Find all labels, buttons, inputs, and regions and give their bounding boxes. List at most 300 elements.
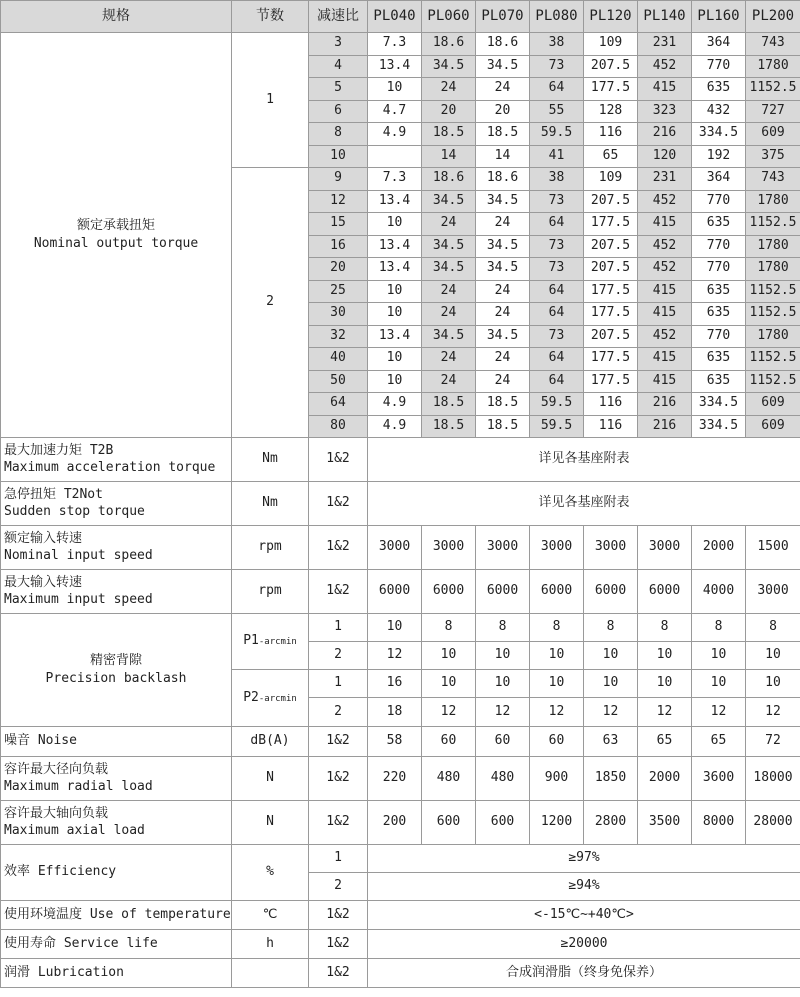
- value-cell: 10: [584, 670, 638, 698]
- value-cell: 480: [476, 757, 530, 801]
- value-cell: 8: [692, 614, 746, 642]
- torque-value: 743: [746, 168, 800, 191]
- torque-value: 10: [368, 370, 422, 393]
- backlash-p2-unit: -arcmin: [258, 693, 297, 704]
- stage-cell: 1: [309, 614, 368, 642]
- stage-cell: 1: [232, 33, 309, 168]
- torque-value: 64: [530, 213, 584, 236]
- torque-value: 13.4: [368, 325, 422, 348]
- torque-value: 415: [638, 348, 692, 371]
- torque-value: 13.4: [368, 55, 422, 78]
- torque-value: 64: [530, 78, 584, 101]
- stage-cell: 1&2: [309, 757, 368, 801]
- torque-value: 10: [368, 280, 422, 303]
- torque-value: 770: [692, 190, 746, 213]
- header-row: [1, 1, 800, 33]
- header-spec: 规格: [1, 1, 232, 33]
- value-cell: 900: [530, 757, 584, 801]
- value-cell: 1200: [530, 801, 584, 845]
- torque-value: 64: [530, 303, 584, 326]
- torque-value: 415: [638, 370, 692, 393]
- header-model: PL160: [692, 1, 746, 33]
- backlash-p1-unit: -arcmin: [258, 637, 297, 648]
- ratio-cell: 6: [309, 100, 368, 123]
- torque-value: 770: [692, 325, 746, 348]
- span-value: 详见各基座附表: [368, 438, 800, 482]
- value-cell: 10: [746, 642, 800, 670]
- label-en: Nominal output torque: [33, 236, 199, 251]
- row-axial-load: [1, 801, 800, 845]
- value-cell: 8: [584, 614, 638, 642]
- label-cn: 精密背隙: [89, 653, 142, 669]
- torque-value: 18.5: [476, 393, 530, 416]
- value-cell: 10: [530, 670, 584, 698]
- value-cell: 10: [422, 670, 476, 698]
- torque-value: 18.5: [422, 123, 476, 146]
- torque-value: 14: [422, 145, 476, 168]
- torque-value: 323: [638, 100, 692, 123]
- torque-value: 116: [584, 123, 638, 146]
- torque-value: 34.5: [422, 190, 476, 213]
- torque-value: 1152.5: [746, 303, 800, 326]
- label-en: Nominal input speed: [4, 547, 153, 563]
- torque-value: 364: [692, 168, 746, 191]
- torque-value: 34.5: [476, 325, 530, 348]
- torque-value: 20: [422, 100, 476, 123]
- torque-value: 18.6: [422, 33, 476, 56]
- torque-value: 1780: [746, 55, 800, 78]
- value-cell: 6000: [530, 570, 584, 614]
- stage-cell: 2: [309, 642, 368, 670]
- value-cell: 3000: [638, 526, 692, 570]
- label-cn: 额定承载扭矩: [76, 218, 155, 234]
- torque-value: 1152.5: [746, 280, 800, 303]
- unit-cell: dB(A): [232, 727, 309, 757]
- header-model: PL200: [746, 1, 800, 33]
- torque-value: 34.5: [476, 258, 530, 281]
- stage-cell: 1: [309, 845, 368, 873]
- value-cell: 200: [368, 801, 422, 845]
- ratio-cell: 32: [309, 325, 368, 348]
- header-model: PL040: [368, 1, 422, 33]
- torque-value: 24: [476, 213, 530, 236]
- torque-value: 10: [368, 303, 422, 326]
- stage-cell: 2: [309, 698, 368, 727]
- torque-value: 415: [638, 213, 692, 236]
- torque-value: 743: [746, 33, 800, 56]
- param-label: [1, 801, 232, 845]
- row-noise: [1, 727, 800, 757]
- torque-value: 334.5: [692, 415, 746, 438]
- ratio-cell: 4: [309, 55, 368, 78]
- value-cell: 3000: [530, 526, 584, 570]
- ratio-cell: 30: [309, 303, 368, 326]
- ratio-cell: 5: [309, 78, 368, 101]
- label-en: Maximum axial load: [4, 822, 145, 838]
- value-cell: 12: [638, 698, 692, 727]
- torque-value: 207.5: [584, 235, 638, 258]
- torque-row: [1, 33, 800, 56]
- value-cell: 72: [746, 727, 800, 757]
- label-en: Maximum input speed: [4, 591, 153, 607]
- torque-value: 231: [638, 168, 692, 191]
- torque-value: 7.3: [368, 33, 422, 56]
- value-cell: 600: [422, 801, 476, 845]
- label-cn: 额定输入转速: [4, 531, 83, 547]
- label-cn: 最大输入转速: [4, 575, 83, 591]
- unit-cell: %: [232, 845, 309, 901]
- stage-cell: 1&2: [309, 438, 368, 482]
- row-service-life: [1, 930, 800, 959]
- value-cell: 10: [638, 670, 692, 698]
- header-stages: 节数: [232, 1, 309, 33]
- torque-value: 770: [692, 55, 746, 78]
- param-label: 效率 Efficiency: [1, 845, 232, 901]
- torque-value: 177.5: [584, 303, 638, 326]
- label-cn: 容许最大轴向负载: [4, 806, 109, 822]
- torque-value: 10: [368, 348, 422, 371]
- value-cell: 10: [476, 670, 530, 698]
- torque-value: 770: [692, 258, 746, 281]
- torque-value: 24: [476, 370, 530, 393]
- stage-cell: 1&2: [309, 570, 368, 614]
- header-model: PL140: [638, 1, 692, 33]
- value-cell: 6000: [584, 570, 638, 614]
- torque-value: 64: [530, 280, 584, 303]
- value-cell: 8: [638, 614, 692, 642]
- ratio-cell: 3: [309, 33, 368, 56]
- torque-value: 73: [530, 258, 584, 281]
- unit-cell: N: [232, 801, 309, 845]
- torque-value: 20: [476, 100, 530, 123]
- torque-value: 120: [638, 145, 692, 168]
- row-temperature: [1, 901, 800, 930]
- torque-value: 1780: [746, 235, 800, 258]
- torque-value: 10: [368, 78, 422, 101]
- torque-value: 24: [476, 78, 530, 101]
- torque-value: 24: [422, 303, 476, 326]
- ratio-cell: 20: [309, 258, 368, 281]
- value-cell: 1850: [584, 757, 638, 801]
- value-cell: 10: [422, 642, 476, 670]
- label-en: Maximum radial load: [4, 778, 153, 794]
- torque-value: 109: [584, 168, 638, 191]
- stage-cell: 1&2: [309, 801, 368, 845]
- label-en: Sudden stop torque: [4, 503, 145, 519]
- value-cell: 10: [530, 642, 584, 670]
- torque-value: 1780: [746, 258, 800, 281]
- torque-value: 452: [638, 258, 692, 281]
- torque-value: 18.5: [476, 123, 530, 146]
- value-cell: 220: [368, 757, 422, 801]
- param-label: [1, 526, 232, 570]
- row-sudden-stop: [1, 482, 800, 526]
- torque-value: 415: [638, 303, 692, 326]
- torque-value: 216: [638, 123, 692, 146]
- value-cell: 3600: [692, 757, 746, 801]
- backlash-p2-name: P2: [243, 689, 259, 705]
- torque-value: 609: [746, 415, 800, 438]
- backlash-p1-name: P1: [243, 633, 259, 649]
- value-cell: 12: [368, 642, 422, 670]
- stage-cell: 1&2: [309, 901, 368, 930]
- value-cell: 3000: [584, 526, 638, 570]
- param-label: [1, 757, 232, 801]
- torque-value: 452: [638, 235, 692, 258]
- ratio-cell: 15: [309, 213, 368, 236]
- param-label: 使用寿命 Service life: [1, 930, 232, 959]
- value-cell: 12: [422, 698, 476, 727]
- value-cell: 60: [476, 727, 530, 757]
- torque-value: 4.7: [368, 100, 422, 123]
- param-label: [1, 482, 232, 526]
- value-cell: 16: [368, 670, 422, 698]
- row-backlash-p1-1: [1, 614, 800, 642]
- value-cell: 6000: [422, 570, 476, 614]
- torque-value: 177.5: [584, 370, 638, 393]
- unit-cell: rpm: [232, 570, 309, 614]
- torque-value: 73: [530, 190, 584, 213]
- unit-cell: ℃: [232, 901, 309, 930]
- value-cell: 10: [692, 642, 746, 670]
- torque-value: 24: [476, 348, 530, 371]
- torque-value: 635: [692, 303, 746, 326]
- torque-value: 24: [422, 280, 476, 303]
- torque-value: 375: [746, 145, 800, 168]
- torque-value: 609: [746, 393, 800, 416]
- torque-value: 609: [746, 123, 800, 146]
- torque-value: 18.6: [476, 33, 530, 56]
- unit-cell: [232, 959, 309, 988]
- torque-value: 216: [638, 415, 692, 438]
- value-cell: 6000: [638, 570, 692, 614]
- torque-value: 4.9: [368, 415, 422, 438]
- torque-value: 415: [638, 78, 692, 101]
- torque-value: 10: [368, 213, 422, 236]
- torque-value: 65: [584, 145, 638, 168]
- label-cn: 容许最大径向负载: [4, 762, 109, 778]
- stage-cell: 1&2: [309, 959, 368, 988]
- torque-value: 18.5: [422, 415, 476, 438]
- span-value: 合成润滑脂（终身免保养）: [368, 959, 800, 988]
- torque-value: 13.4: [368, 235, 422, 258]
- torque-value: 116: [584, 393, 638, 416]
- backlash-p1-label: [232, 614, 309, 670]
- span-value: <-15℃~+40℃>: [368, 901, 800, 930]
- value-cell: 480: [422, 757, 476, 801]
- torque-value: 1152.5: [746, 78, 800, 101]
- row-lubrication: [1, 959, 800, 988]
- ratio-cell: 40: [309, 348, 368, 371]
- torque-value: 73: [530, 235, 584, 258]
- torque-value: 109: [584, 33, 638, 56]
- value-cell: 12: [476, 698, 530, 727]
- value-cell: 12: [692, 698, 746, 727]
- torque-value: 231: [638, 33, 692, 56]
- torque-value: 727: [746, 100, 800, 123]
- stage-cell: 1&2: [309, 482, 368, 526]
- torque-value: 770: [692, 235, 746, 258]
- torque-value: 364: [692, 33, 746, 56]
- torque-value: 38: [530, 168, 584, 191]
- value-cell: 10: [692, 670, 746, 698]
- header-model: PL070: [476, 1, 530, 33]
- torque-value: 18.6: [422, 168, 476, 191]
- torque-value: 38: [530, 33, 584, 56]
- torque-value: 34.5: [422, 325, 476, 348]
- span-value: ≥94%: [368, 873, 800, 901]
- value-cell: 1500: [746, 526, 800, 570]
- torque-value: 41: [530, 145, 584, 168]
- torque-value: 59.5: [530, 415, 584, 438]
- span-value: ≥97%: [368, 845, 800, 873]
- torque-value: 4.9: [368, 123, 422, 146]
- ratio-cell: 16: [309, 235, 368, 258]
- torque-value: 432: [692, 100, 746, 123]
- torque-value: 13.4: [368, 190, 422, 213]
- torque-value: 452: [638, 325, 692, 348]
- torque-value: 24: [422, 370, 476, 393]
- torque-value: 7.3: [368, 168, 422, 191]
- torque-value: 635: [692, 213, 746, 236]
- label-cn: 急停扭矩 T2Not: [4, 487, 103, 503]
- torque-value: 177.5: [584, 78, 638, 101]
- header-model: PL080: [530, 1, 584, 33]
- torque-value: 207.5: [584, 258, 638, 281]
- value-cell: 8: [530, 614, 584, 642]
- row-radial-load: [1, 757, 800, 801]
- stage-cell: 1&2: [309, 526, 368, 570]
- label-en: Precision backlash: [45, 671, 187, 686]
- torque-value: 177.5: [584, 213, 638, 236]
- unit-cell: rpm: [232, 526, 309, 570]
- torque-value: 1152.5: [746, 213, 800, 236]
- value-cell: 65: [692, 727, 746, 757]
- torque-value: 1780: [746, 190, 800, 213]
- torque-value: 635: [692, 348, 746, 371]
- torque-value: 1152.5: [746, 370, 800, 393]
- torque-value: 18.6: [476, 168, 530, 191]
- torque-value: 73: [530, 55, 584, 78]
- param-label: 使用环境温度 Use of temperature: [1, 901, 232, 930]
- torque-value: 34.5: [476, 190, 530, 213]
- value-cell: 3500: [638, 801, 692, 845]
- ratio-cell: 80: [309, 415, 368, 438]
- torque-value: 1780: [746, 325, 800, 348]
- value-cell: 10: [368, 614, 422, 642]
- header-model: PL060: [422, 1, 476, 33]
- torque-value: 55: [530, 100, 584, 123]
- torque-value: 64: [530, 348, 584, 371]
- torque-value: 192: [692, 145, 746, 168]
- header-model: PL120: [584, 1, 638, 33]
- ratio-cell: 12: [309, 190, 368, 213]
- value-cell: 6000: [368, 570, 422, 614]
- torque-value: 64: [530, 370, 584, 393]
- torque-value: 334.5: [692, 123, 746, 146]
- torque-value: 24: [422, 348, 476, 371]
- torque-value: 177.5: [584, 280, 638, 303]
- stage-cell: 1&2: [309, 727, 368, 757]
- torque-value: 635: [692, 370, 746, 393]
- stage-cell: 2: [232, 168, 309, 438]
- value-cell: 10: [476, 642, 530, 670]
- value-cell: 3000: [368, 526, 422, 570]
- value-cell: 3000: [746, 570, 800, 614]
- torque-value: 415: [638, 280, 692, 303]
- torque-value: 18.5: [422, 393, 476, 416]
- value-cell: 8: [422, 614, 476, 642]
- torque-value: 24: [476, 280, 530, 303]
- value-cell: 4000: [692, 570, 746, 614]
- torque-value: 24: [422, 78, 476, 101]
- backlash-p2-label: [232, 670, 309, 727]
- ratio-cell: 64: [309, 393, 368, 416]
- header-ratio: 减速比: [309, 1, 368, 33]
- torque-value: 34.5: [422, 55, 476, 78]
- torque-value: 24: [476, 303, 530, 326]
- value-cell: 58: [368, 727, 422, 757]
- row-max-accel: [1, 438, 800, 482]
- torque-value: 452: [638, 55, 692, 78]
- torque-value: 34.5: [476, 235, 530, 258]
- torque-value: 207.5: [584, 325, 638, 348]
- torque-value: 177.5: [584, 348, 638, 371]
- value-cell: 60: [422, 727, 476, 757]
- stage-cell: 2: [309, 873, 368, 901]
- unit-cell: N: [232, 757, 309, 801]
- param-label: 润滑 Lubrication: [1, 959, 232, 988]
- param-label: [1, 614, 232, 727]
- unit-cell: Nm: [232, 438, 309, 482]
- row-max-speed: [1, 570, 800, 614]
- torque-value: 635: [692, 280, 746, 303]
- label-en: Maximum acceleration torque: [4, 459, 216, 475]
- row-efficiency-1: [1, 845, 800, 873]
- torque-value: 334.5: [692, 393, 746, 416]
- ratio-cell: 25: [309, 280, 368, 303]
- value-cell: 10: [584, 642, 638, 670]
- torque-value: 452: [638, 190, 692, 213]
- torque-value: 4.9: [368, 393, 422, 416]
- torque-value: 34.5: [422, 258, 476, 281]
- torque-value: 59.5: [530, 123, 584, 146]
- value-cell: 65: [638, 727, 692, 757]
- torque-value: 116: [584, 415, 638, 438]
- ratio-cell: 10: [309, 145, 368, 168]
- param-label: [1, 570, 232, 614]
- torque-value: 18.5: [476, 415, 530, 438]
- value-cell: 60: [530, 727, 584, 757]
- value-cell: 8: [476, 614, 530, 642]
- torque-value: 128: [584, 100, 638, 123]
- stage-cell: 1&2: [309, 930, 368, 959]
- torque-value: 13.4: [368, 258, 422, 281]
- torque-value: 14: [476, 145, 530, 168]
- span-value: ≥20000: [368, 930, 800, 959]
- torque-value: 34.5: [422, 235, 476, 258]
- value-cell: 3000: [476, 526, 530, 570]
- torque-value: 24: [422, 213, 476, 236]
- param-label: 噪音 Noise: [1, 727, 232, 757]
- value-cell: 600: [476, 801, 530, 845]
- value-cell: 6000: [476, 570, 530, 614]
- torque-value: [368, 145, 422, 168]
- label-cn: 最大加速力矩 T2B: [4, 443, 114, 459]
- value-cell: 3000: [422, 526, 476, 570]
- value-cell: 2000: [638, 757, 692, 801]
- value-cell: 12: [584, 698, 638, 727]
